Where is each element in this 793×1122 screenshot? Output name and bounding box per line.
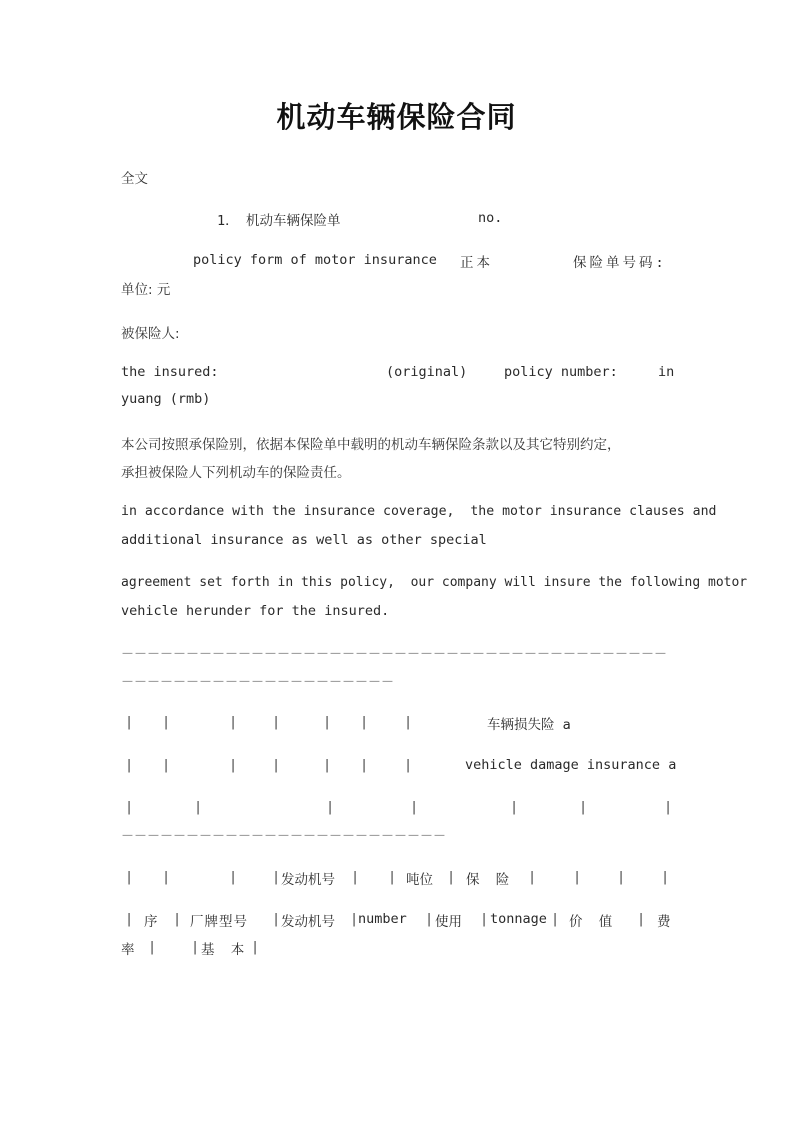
column-separator: | bbox=[510, 799, 519, 815]
header-number-en: number bbox=[358, 911, 407, 927]
column-separator: | bbox=[148, 939, 157, 955]
dash-separator-3: －－－－－－－－－－－－－－－－－－－－－－－－－ bbox=[121, 829, 447, 844]
header-tonnage-cn: 吨位 bbox=[406, 872, 433, 888]
column-separator: | bbox=[360, 714, 369, 730]
vehicle-damage-cn: 车辆损失险 a bbox=[487, 717, 571, 733]
header-insurance: 保 险 bbox=[466, 872, 510, 888]
policy-number-label-en: policy number: bbox=[504, 364, 618, 380]
column-separator: | bbox=[573, 869, 582, 885]
paragraph-en-1-line-2: additional insurance as well as other special bbox=[121, 532, 487, 548]
column-separator: | bbox=[661, 869, 670, 885]
column-separator: | bbox=[162, 757, 171, 773]
paragraph-cn-line-1: 本公司按照承保险别，依据本保险单中载明的机动车辆保险条款以及其它特别约定， bbox=[121, 437, 621, 453]
original-copy-label: 正本 bbox=[460, 255, 493, 271]
header-value: 价 值 bbox=[569, 914, 613, 930]
column-separator: | bbox=[272, 714, 281, 730]
section-label: 全文 bbox=[121, 171, 148, 187]
column-separator: | bbox=[425, 911, 434, 927]
column-separator: | bbox=[229, 714, 238, 730]
item-number: 1． bbox=[217, 213, 239, 229]
header-usage: 使用 bbox=[435, 914, 462, 930]
column-separator: | bbox=[410, 799, 419, 815]
column-separator: | bbox=[162, 869, 171, 885]
column-separator: | bbox=[323, 757, 332, 773]
unit-line: 单位: 元 bbox=[121, 282, 171, 298]
header-basic: 基 本 bbox=[201, 942, 245, 958]
column-separator: | bbox=[388, 869, 397, 885]
header-rate: 率 bbox=[121, 942, 135, 958]
column-separator: | bbox=[229, 869, 238, 885]
column-separator: | bbox=[664, 799, 673, 815]
column-separator: | bbox=[617, 869, 626, 885]
column-separator: | bbox=[251, 939, 260, 955]
column-separator: | bbox=[404, 757, 413, 773]
header-engine-number-2: 发动机号 bbox=[281, 914, 335, 930]
policy-number-label-cn: 保险单号码: bbox=[573, 255, 667, 271]
header-brand-model: 厂牌型号 bbox=[190, 914, 248, 930]
header-seq: 序 bbox=[144, 914, 158, 930]
column-separator: | bbox=[404, 714, 413, 730]
no-label: no. bbox=[478, 210, 503, 226]
column-separator: | bbox=[125, 869, 134, 885]
dash-separator-2: －－－－－－－－－－－－－－－－－－－－－ bbox=[121, 675, 395, 690]
insured-label-en: the insured: bbox=[121, 364, 219, 380]
header-tonnage-en: tonnage bbox=[490, 911, 547, 927]
paragraph-en-2-line-2: vehicle herunder for the insured. bbox=[121, 603, 390, 619]
column-separator: | bbox=[125, 714, 134, 730]
column-separator: | bbox=[272, 911, 281, 927]
column-separator: | bbox=[194, 799, 203, 815]
item-heading-text: 机动车辆保险单 bbox=[246, 213, 341, 229]
column-separator: | bbox=[323, 714, 332, 730]
policy-form-english: policy form of motor insurance bbox=[193, 252, 437, 268]
column-separator: | bbox=[480, 911, 489, 927]
column-separator: | bbox=[173, 911, 182, 927]
column-separator: | bbox=[637, 911, 646, 927]
column-separator: | bbox=[447, 869, 456, 885]
column-separator: | bbox=[351, 869, 360, 885]
column-separator: | bbox=[551, 911, 560, 927]
in-label: in bbox=[658, 364, 675, 380]
column-separator: | bbox=[125, 799, 134, 815]
column-separator: | bbox=[125, 757, 134, 773]
column-separator: | bbox=[360, 757, 369, 773]
column-separator: | bbox=[125, 911, 134, 927]
header-fee: 费 bbox=[657, 914, 671, 930]
column-separator: | bbox=[272, 869, 281, 885]
column-separator: | bbox=[191, 939, 200, 955]
currency-line: yuang (rmb) bbox=[121, 391, 211, 407]
header-engine-number: 发动机号 bbox=[281, 872, 335, 888]
paragraph-en-1-line-1: in accordance with the insurance coverage, the motor insurance clauses and bbox=[121, 504, 717, 519]
dash-separator-1: －－－－－－－－－－－－－－－－－－－－－－－－－－－－－－－－－－－－－－－－－－ bbox=[121, 647, 668, 662]
vehicle-damage-en: vehicle damage insurance a bbox=[465, 757, 677, 773]
paragraph-cn-line-2: 承担被保险人下列机动车的保险责任。 bbox=[121, 465, 351, 481]
column-separator: | bbox=[579, 799, 588, 815]
column-separator: | bbox=[272, 757, 281, 773]
insured-label-cn: 被保险人: bbox=[121, 326, 180, 342]
column-separator: | bbox=[229, 757, 238, 773]
original-label-en: (original) bbox=[386, 364, 468, 380]
column-separator: | bbox=[162, 714, 171, 730]
column-separator: | bbox=[350, 911, 359, 927]
column-separator: | bbox=[528, 869, 537, 885]
column-separator: | bbox=[326, 799, 335, 815]
document-title: 机动车辆保险合同 bbox=[276, 100, 517, 134]
paragraph-en-2-line-1: agreement set forth in this policy, our company will insure the following motor bbox=[121, 575, 748, 590]
